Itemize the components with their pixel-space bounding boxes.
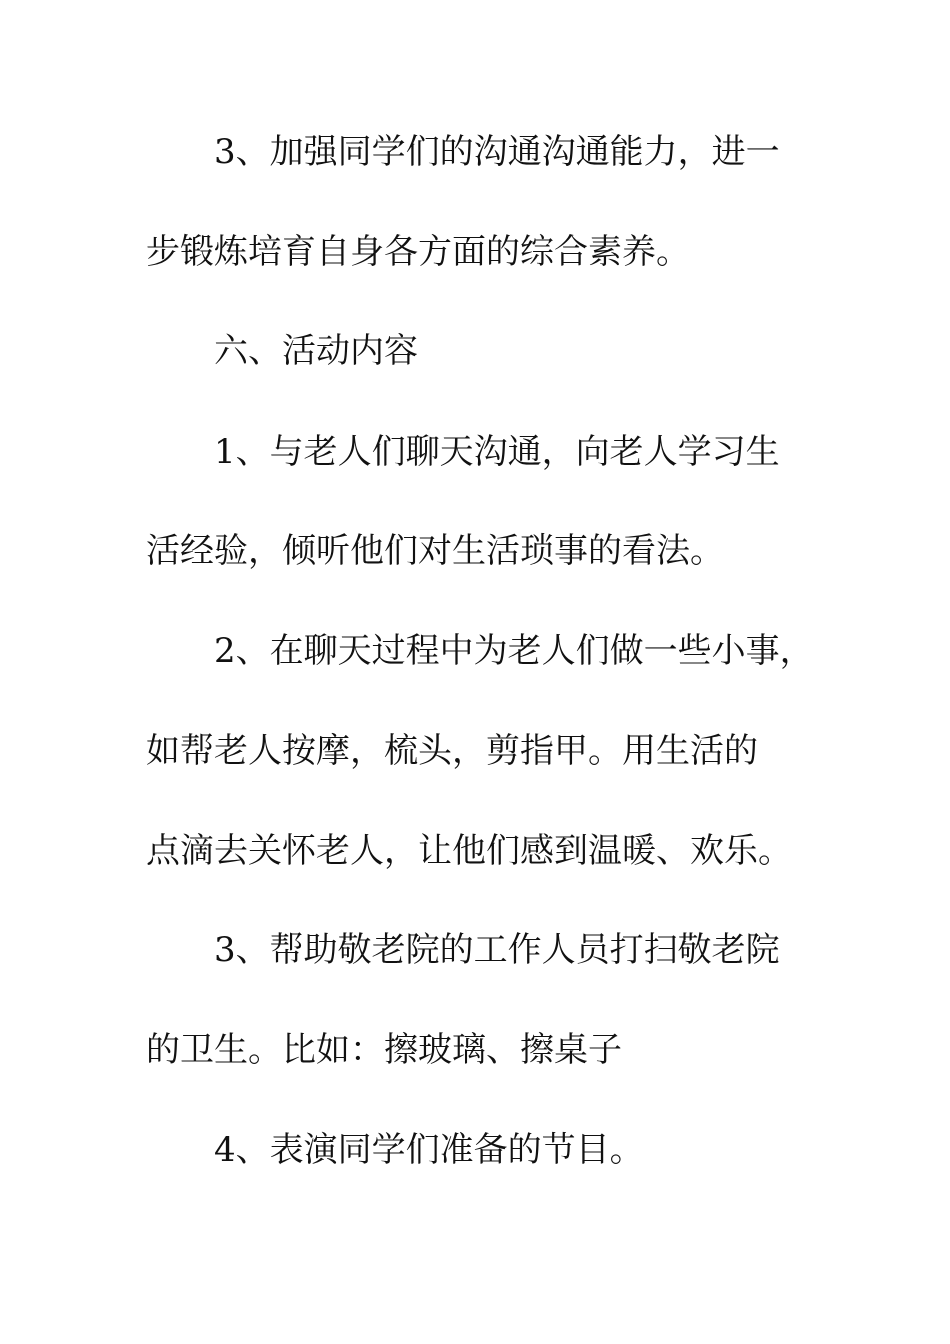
paragraph-goal-3-line-2: 步锻炼培育自身各方面的综合素养。 bbox=[146, 232, 690, 272]
section-heading-activity-content: 六、活动内容 bbox=[214, 331, 418, 371]
paragraph-item-2-line-1: 2、在聊天过程中为老人们做一些小事， bbox=[214, 631, 814, 671]
paragraph-item-4-line-1: 4、表演同学们准备的节目。 bbox=[214, 1130, 644, 1170]
paragraph-item-1-line-2: 活经验，倾听他们对生活琐事的看法。 bbox=[146, 531, 724, 571]
paragraph-item-3-line-1: 3、帮助敬老院的工作人员打扫敬老院 bbox=[214, 930, 780, 970]
paragraph-item-2-line-2: 如帮老人按摩，梳头，剪指甲。用生活的 bbox=[146, 731, 758, 771]
paragraph-item-2-line-3: 点滴去关怀老人，让他们感到温暖、欢乐。 bbox=[146, 831, 792, 871]
paragraph-item-1-line-1: 1、与老人们聊天沟通，向老人学习生 bbox=[214, 432, 780, 472]
paragraph-goal-3-line-1: 3、加强同学们的沟通沟通能力，进一 bbox=[214, 132, 780, 172]
paragraph-item-3-line-2: 的卫生。比如：擦玻璃、擦桌子 bbox=[146, 1030, 622, 1070]
